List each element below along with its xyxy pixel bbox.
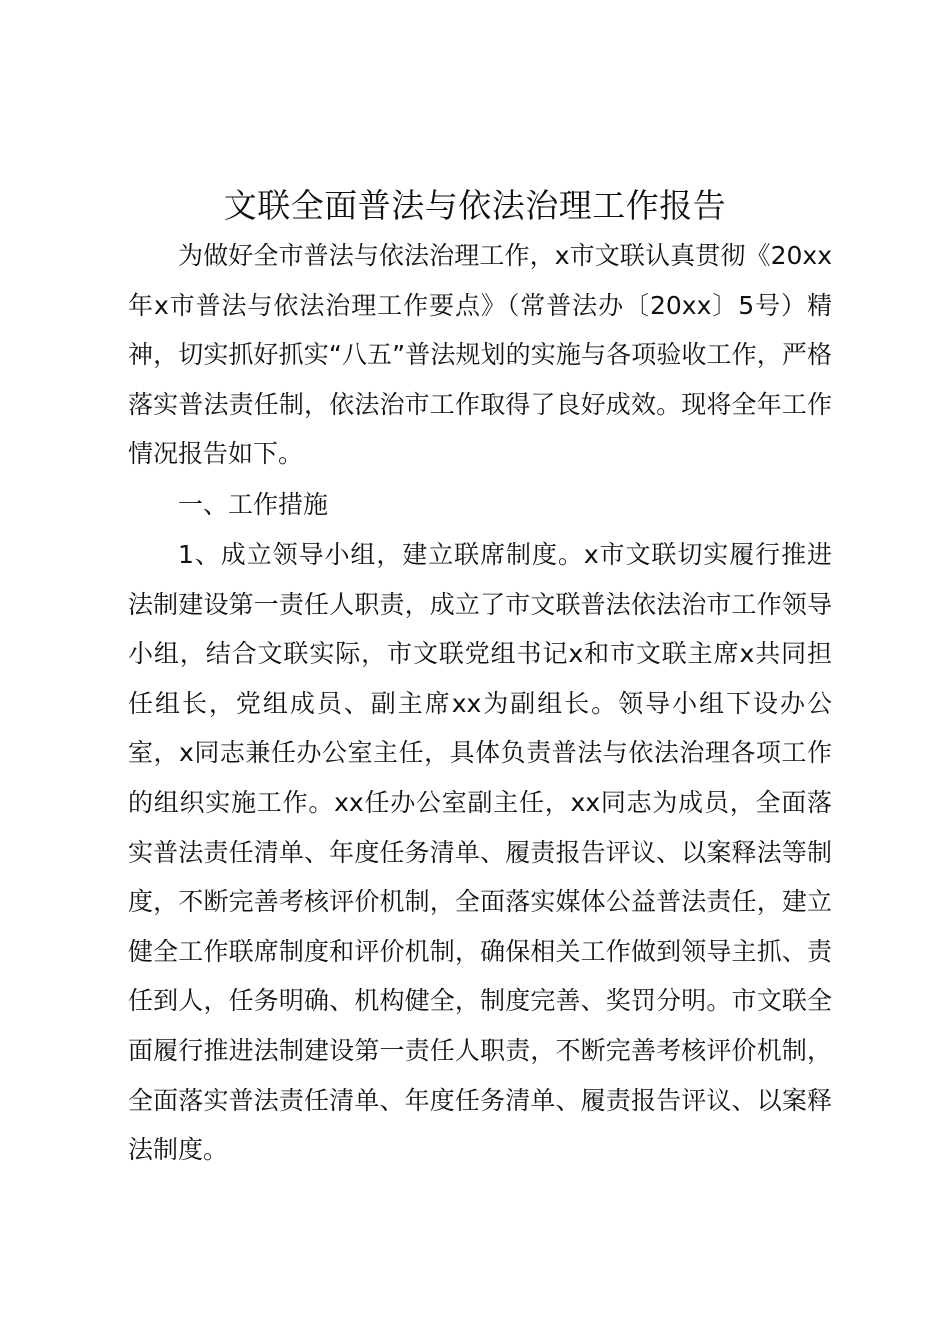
section-heading-work-measures: 一、工作措施 xyxy=(178,490,329,519)
document-title: 文联全面普法与依法治理工作报告 xyxy=(223,186,727,225)
intro-paragraph: 为做好全市普法与依法治理工作，x市文联认真贯彻《20xx年x市普法与依法治理工作要点》（常普法办〔20xx〕5号）精神，切实抓好抓实“八五”普法规划的实施与各项验收工作，严格落实普法责任制，依法治市工作取得了良好成效。现将全年工作情况报告如下。 xyxy=(128,241,832,469)
leadership-group-paragraph: 1、成立领导小组，建立联席制度。x市文联切实履行推进法制建设第一责任人职责，成立了市文联普法依法治市工作领导小组，结合文联实际，市文联党组书记x和市文联主席x共同担任组长，党组成员、副主席xx为副组长。领导小组下设办公室，x同志兼任办公室主任，具体负责普法与依法治理各项工作的组织实施工作。xx任办公室副主任，xx同志为成员，全面落实普法责任清单、年度任务清单、履责报告评议、以案释法等制度，不断完善考核评价机制，全面落实媒体公益普法责任，建立健全工作联席制度和评价机制，确保相关工作做到领导主抓、责任到人，任务明确、机构健全，制度完善、奖罚分明。市文联全面履行推进法制建设第一责任人职责，不断完善考核评价机制，全面落实普法责任清单、年度任务清单、履责报告评议、以案释法制度。 xyxy=(128,540,832,1165)
